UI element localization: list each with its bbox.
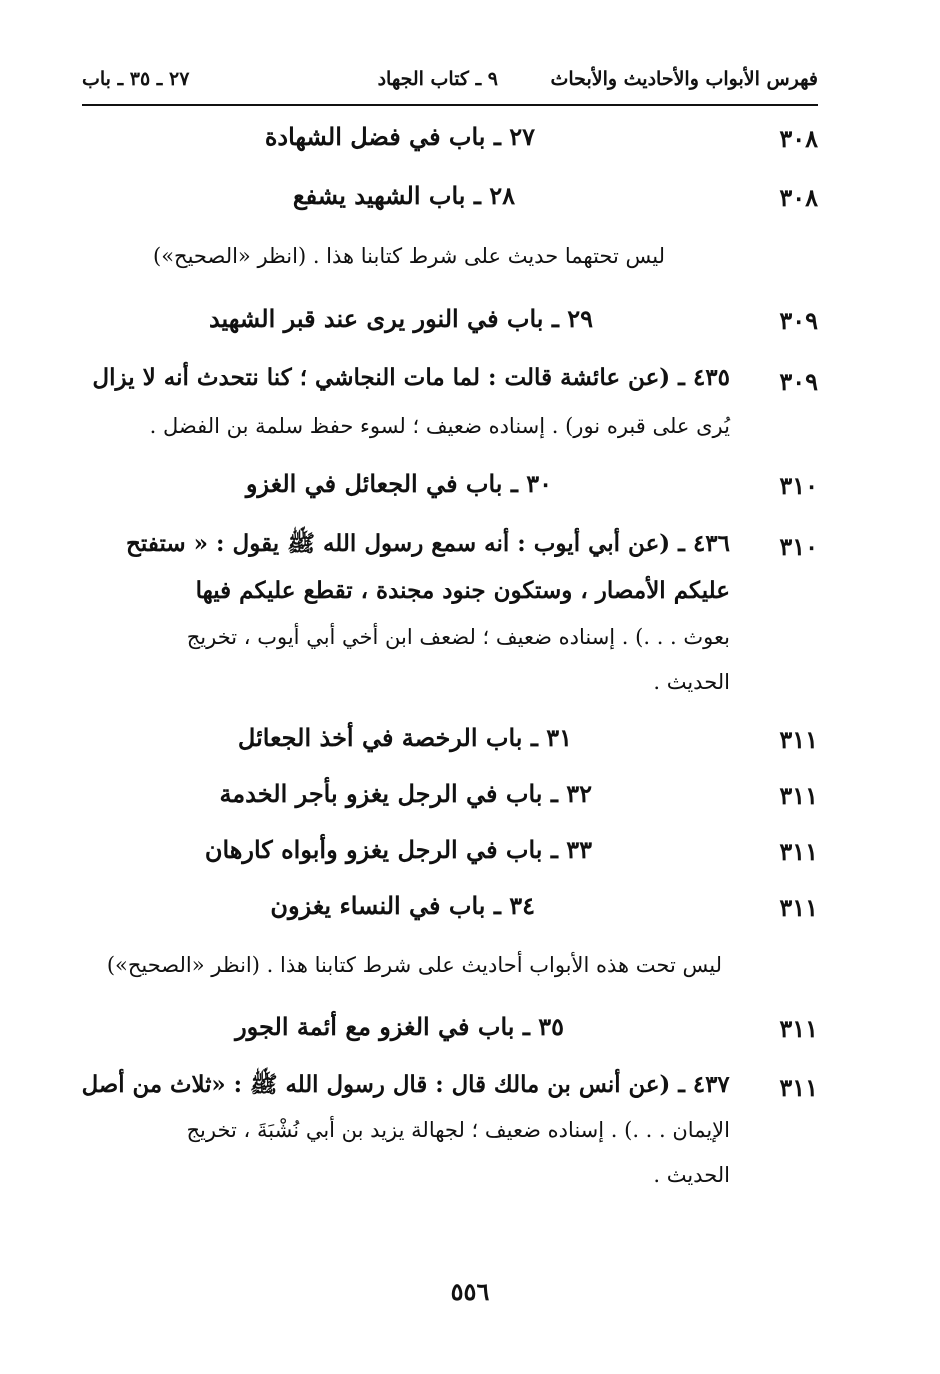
chapter-heading: ٣٠ ـ باب في الجعائل في الغزو xyxy=(245,469,552,498)
hadith-text: ٤٣٧ ـ (عن أنس بن مالك قال : قال رسول الله ﷺ : «ثلاث من أصل xyxy=(82,1071,730,1098)
entry-page-number: ٣١٠ xyxy=(779,532,818,561)
chapter-heading: ٢٩ ـ باب في النور يرى عند قبر الشهيد xyxy=(208,304,593,333)
chapter-heading: ٣٢ ـ باب في الرجل يغزو بأجر الخدمة xyxy=(219,779,592,808)
hadith-text: يُرى على قبره نور) . إسناده ضعيف ؛ لسوء حفظ سلمة بن الفضل . xyxy=(149,414,730,438)
chapter-heading: ٣٣ ـ باب في الرجل يغزو وأبواه كارهان xyxy=(204,835,592,864)
header-chapter-range: ٢٧ ـ ٣٥ ـ باب xyxy=(82,68,190,90)
entry-page-number: ٣١٠ xyxy=(779,471,818,500)
entry-page-number: ٣١١ xyxy=(779,725,818,754)
entry-page-number: ٣١١ xyxy=(779,893,818,922)
hadith-text: الحديث . xyxy=(653,670,730,694)
chapter-heading: ٣٥ ـ باب في الغزو مع أئمة الجور xyxy=(235,1012,564,1041)
entry-page-number: ٣٠٨ xyxy=(779,183,818,212)
entry-page-number: ٣٠٨ xyxy=(779,124,818,153)
hadith-text: الحديث . xyxy=(653,1163,730,1187)
entry-page-number: ٣١١ xyxy=(779,781,818,810)
page-number: ٥٥٦ xyxy=(450,1277,490,1306)
entry-page-number: ٣٠٩ xyxy=(779,306,818,335)
header-index-title: فهرس الأبواب والأحاديث والأبحاث xyxy=(550,68,818,90)
chapter-note: ليس تحت هذه الأبواب أحاديث على شرط كتابنا هذا . (انظر «الصحيح») xyxy=(106,953,722,977)
chapter-heading: ٣١ ـ باب الرخصة في أخذ الجعائل xyxy=(237,723,572,752)
entry-page-number: ٣١١ xyxy=(779,1014,818,1043)
chapter-heading: ٣٤ ـ باب في النساء يغزون xyxy=(270,891,535,920)
hadith-text: الإيمان . . .) . إسناده ضعيف ؛ لجهالة يزيد بن أبي نُشْبَةَ ، تخريج xyxy=(186,1118,730,1142)
chapter-heading: ٢٨ ـ باب الشهيد يشفع xyxy=(292,181,515,210)
hadith-text: ٤٣٦ ـ (عن أبي أيوب : أنه سمع رسول الله ﷺ يقول : « ستفتح xyxy=(126,530,730,557)
header-book-title: ٩ ـ كتاب الجهاد xyxy=(377,68,498,90)
entry-page-number: ٣١١ xyxy=(779,1073,818,1102)
chapter-note: ليس تحتهما حديث على شرط كتابنا هذا . (انظر «الصحيح») xyxy=(153,244,665,268)
chapter-heading: ٢٧ ـ باب في فضل الشهادة xyxy=(264,122,535,151)
entry-page-number: ٣١١ xyxy=(779,837,818,866)
entry-page-number: ٣٠٩ xyxy=(779,367,818,396)
hadith-text: بعوث . . .) . إسناده ضعيف ؛ لضعف ابن أخي أبي أيوب ، تخريج xyxy=(186,625,730,649)
hadith-text: عليكم الأمصار ، وستكون جنود مجندة ، تقطع عليكم فيها xyxy=(195,577,730,604)
hadith-text: ٤٣٥ ـ (عن عائشة قالت : لما مات النجاشي ؛ كنا نتحدث أنه لا يزال xyxy=(92,364,730,391)
running-header xyxy=(82,62,818,106)
